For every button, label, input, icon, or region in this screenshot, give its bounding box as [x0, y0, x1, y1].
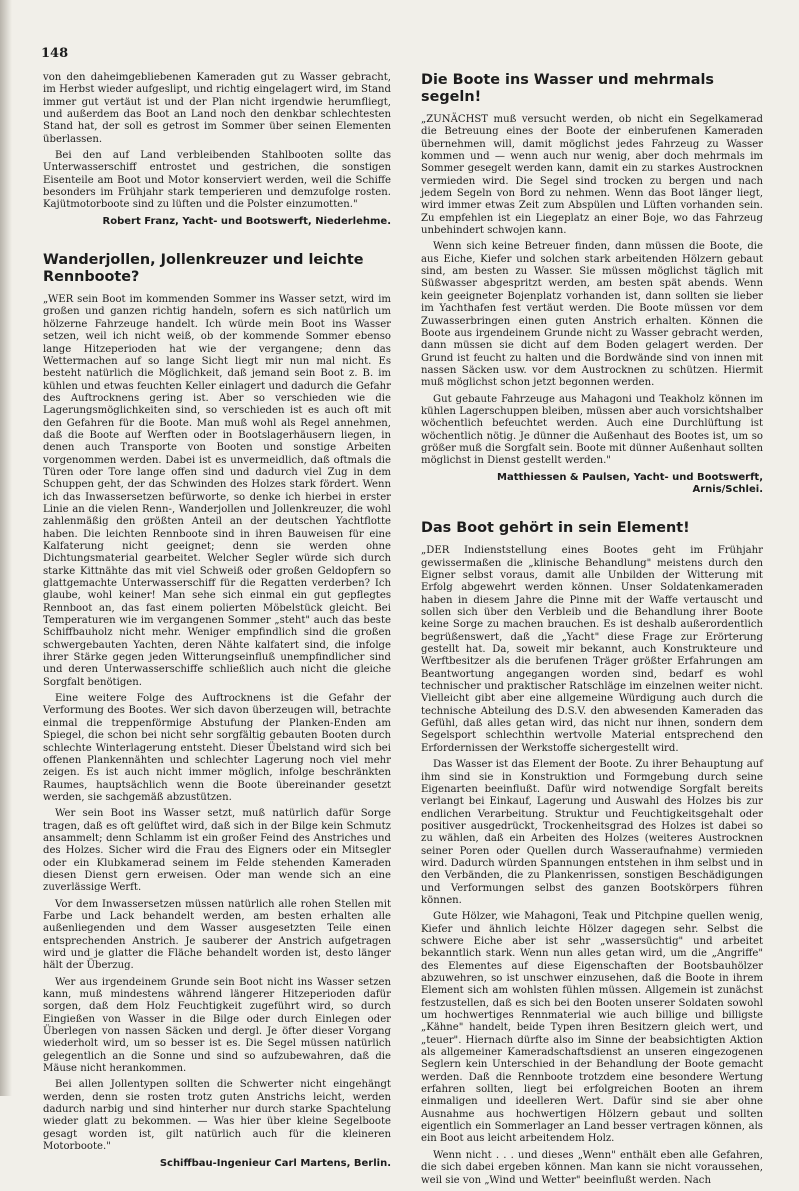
right-column: [421, 72, 763, 1191]
article2-paragraph-1: „DER Indienststellung eines Bootes geht im Frühjahr gewissermaßen die „klinische Behandlung" meistens durch den Eigner selbst voraus, damit alle Unbilden der Witterung mit Erfolg abgewehrt werden können. Unser Soldatenkameraden haben in diesem Jahre die Pinne mit der Waffe vertauscht und sollen sich über den Verbleib und die Behandlung ihrer Boote keine Sorge zu machen brauchen. Es ist deshalb außerordentlich begrüßenswert, daß die „Yacht" diese Frage zur Erörterung gestellt hat. Da, soweit mir bekannt, auch Konstrukteure und Werftbesitzer als die berufenen Träger größter Erfahrungen am Beantwortung angegangen worden sind, bedarf es wohl technischer und praktischer Ratschläge im einzelnen weiter nicht. Vielleicht gibt aber eine allgemeine Würdigung auch durch die technische Abteilung des D.S.V. den abwesenden Kameraden das Gefühl, daß alles getan wird, das nicht nur ihnen, sondern dem Segelsport schlechthin wertvolle Material entsprechend den Erfordernissen der Werkstoffe sichergestellt wird.: [421, 545, 763, 754]
article1-paragraph-3: Gut gebaute Fahrzeuge aus Mahagoni und Teakholz können im kühlen Lagerschuppen bleiben, müssen aber auch vorsichtshalber wöchentlich befeuchtet werden. Auch eine Durchlüftung ist wöchentlich nötig. Je dünner die Außenhaut des Bootes ist, um so größer muß die Sorgfalt sein. Boote mit dünner Außenhaut sollten möglichst in Dienst gestellt werden.": [421, 393, 763, 467]
article-paragraph-4: Vor dem Inwassersetzen müssen natürlich alle rohen Stellen mit Farbe und Lack behandelt werden, am besten erhalten alle außenliegenden und dem Wasser ausgesetzten Teile einen entsprechenden Anstrich. Je sauberer der Anstrich aufgetragen wird und je glatter die Fläche behandelt worden ist, desto länger hält der Überzug.: [43, 898, 391, 972]
page-gutter-shadow: [0, 0, 12, 1096]
intro-paragraph-2: Bei den auf Land verbleibenden Stahlbooten sollte das Unterwasserschiff entrostet und gestrichen, die sonstigen Eisenteile am Boot und Motor konserviert werden, weil die Schiffe besonders im Frühjahr stark temperieren und demzufolge rosten. Kajütmotorboote sind zu lüften und die Polster einzumotten.": [43, 150, 391, 211]
article-paragraph-6: Bei allen Jollentypen sollten die Schwerter nicht eingehängt werden, denn sie rosten trotz guten Anstrichs leicht, werden dadurch narbig und sind hinterher nur durch starke Spachtelung wieder glatt zu bekommen. — Was hier über kleine Segelboote gesagt worden ist, gilt natürlich auch für die kleineren Motorboote.": [43, 1079, 391, 1153]
article-paragraph-5: Wer aus irgendeinem Grunde sein Boot nicht ins Wasser setzen kann, muß mindestens während längerer Hitzeperioden dafür sorgen, daß dem Holz Feuchtigkeit zugeführt wird, so durch Eingießen von Wasser in die Bilge oder durch Einlegen oder Überlegen von nassen Säcken und dergl. Je öfter dieser Vorgang wiederholt wird, um so besser ist es. Die Segel müssen natürlich gelegentlich an die Sonne und sind so aufzubewahren, daß die Mäuse nicht herankommen.: [43, 976, 391, 1075]
article1-paragraph-2: Wenn sich keine Betreuer finden, dann müssen die Boote, die aus Eiche, Kiefer und solchen stark arbeitenden Hölzern gebaut sind, am besten zu Wasser. Sie müssen möglichst täglich mit Süßwasser abgespritzt werden, am besten spät abends. Wenn kein geeigneter Bojenplatz vorhanden ist, dann sollten sie lieber im Yachthafen fest vertäut werden. Die Boote müssen vor dem Zuwasserbringen einen guten Anstrich erhalten. Können die Boote aus irgendeinem Grunde nicht zu Wasser gebracht werden, dann müssen sie dicht auf dem Boden gelagert werden. Der Grund ist feucht zu halten und die Bordwände sind von innen mit nassen Säcken usw. vor dem Austrocknen zu schützen. Hiermit muß möglichst schon jetzt begonnen werden.: [421, 241, 763, 389]
article2-paragraph-3: Gute Hölzer, wie Mahagoni, Teak und Pitchpine quellen wenig, Kiefer und ähnlich leichte Hölzer dagegen sehr. Selbst die schwere Eiche aber ist sehr „wassersüchtig" und arbeitet bekanntlich stark. Wenn nun alles getan wird, um die „Angriffe" des Elementes auf diese Eigenschaften der Bootsbauhölzer abzuwehren, so ist unschwer einzusehen, daß die Boote in ihrem Element sich am wohlsten fühlen müssen. Allgemein ist zunächst festzustellen, daß es sich bei den Booten unserer Soldaten sowohl um hochwertiges Rennmaterial wie auch billige und billigste „Kähne" handelt, beide Typen ihren Besitzern gleich wert, und „teuer". Hiernach dürfte also im Sinne der beabsichtigten Aktion als allgemeiner Kameradschaftsdienst an unseren eingezogenen Seglern kein Unterschied in der Behandlung der Boote gemacht werden. Daß die Rennboote trotzdem eine besondere Wertung erfahren sollten, liegt bei erfolgreichen Booten an ihrem einmaligen und ideelleren Wert. Dafür sind sie aber ohne Ausnahme aus hochwertigen Hölzern gebaut und sollten eigentlich ein Sommerlager an Land besser vertragen können, als ein Boot aus leicht arbeitendem Holz.: [421, 911, 763, 1145]
left-column: [43, 72, 391, 1174]
article1-signature: Matthiessen & Paulsen, Yacht- und Bootswerft, Arnis/Schlei.: [497, 471, 763, 495]
article-paragraph-3: Wer sein Boot ins Wasser setzt, muß natürlich dafür Sorge tragen, daß es oft gelüftet wird, daß sich in der Bilge kein Schmutz ansammelt; denn Schlamm ist ein großer Feind des Anstriches und des Holzes. Sicher wird die Frau des Eigners oder ein Mitsegler oder ein Klubkamerad seinem im Felde stehenden Kameraden diesen Dienst gern erweisen. Oder man wende sich an eine zuverlässige Werft.: [43, 808, 391, 894]
intro-signature: Robert Franz, Yacht- und Bootswerft, Niederlehme.: [102, 215, 391, 227]
page-number: 148: [41, 46, 69, 61]
intro-paragraph-1: von den daheimgebliebenen Kameraden gut zu Wasser gebracht, im Herbst wieder aufgeslipt, und richtig eingelagert wird, im Stand immer gut vertäut ist und der Plan nicht irgendwie herumfliegt, und außerdem das Boot an Land noch den denkbar schlechtesten Stand hat, der soll es getrost im Sommer über seinen Elementen überlassen.: [43, 72, 391, 145]
article-paragraph-2: Eine weitere Folge des Auftrocknens ist die Gefahr der Verformung des Bootes. Wer sich davon überzeugen will, betrachte einmal die treppenförmige Abstufung der Planken-Enden am Spiegel, die schon bei nicht sehr sorgfältig gebauten Booten durch schlechte Winterlagerung entsteht. Dieser Übelstand wird sich bei offenen Plankennähten und schlechter Lagerung noch viel mehr zeigen. Es ist auch nicht immer möglich, infolge beschränkten Raumes, hauptsächlich wenn die Boote übereinander gesetzt werden, sie sachgemäß abzustützen.: [43, 693, 391, 803]
article-signature: Schiffbau-Ingenieur Carl Martens, Berlin.: [159, 1157, 391, 1169]
article-title-boote-ins-wasser: Die Boote ins Wasser und mehrmals segeln!: [421, 72, 714, 105]
article2-paragraph-2: Das Wasser ist das Element der Boote. Zu ihrer Behauptung auf ihm sind sie in Konstruktion und Formgebung durch seine Eigenarten beeinflußt. Dafür wird notwendige Sorgfalt bereits verlangt bei Einkauf, Lagerung und Auswahl des Holzes bis zur endlichen Verarbeitung. Struktur und Feuchtigkeitsgehalt oder positiver ausgedrückt, Trockenheitsgrad des Holzes ist dabei so zu wählen, daß ein Arbeiten des Holzes (weiteres Austrocknen seiner Poren oder Quellen durch Wasseraufnahme) vermieden wird. Dadurch würden Spannungen entstehen in ihm selbst und in den Verbänden, die zu Plankenrissen, sonstigen Beschädigungen und Verformungen selbst des ganzen Bootskörpers führen können.: [421, 759, 763, 906]
article-paragraph-1: „WER sein Boot im kommenden Sommer ins Wasser setzt, wird im großen und ganzen richtig handeln, sofern es sich natürlich um hölzerne Fahrzeuge handelt. Ich würde mein Boot ins Wasser setzen, weil ich nicht weiß, ob der kommende Sommer ebenso lange Hitzeperioden hat wie der vergangene; denn das Wettermachen auf so lange Sicht liegt mir nun mal nicht. Es besteht natürlich die Möglichkeit, daß jemand sein Boot z. B. im kühlen und etwas feuchten Keller einlagert und dadurch die Gefahr des Auftrocknens gering ist. Aber so verschieden wie die Lagerungsmöglichkeiten sind, so verschieden ist es auch oft mit den Gefahren für die Boote. Man muß wohl als Regel annehmen, daß die Boote auf Werften oder in Bootslagerhäusern liegen, in denen auch Transporte von Booten und sonstige Arbeiten vorgenommen werden. Dabei ist es unvermeidlich, daß oftmals die Türen oder Tore lange offen sind und dadurch viel Zug in dem Schuppen geht, der das Schwinden des Holzes stark fördert. Wenn ich das Inwassersetzen befürworte, so denke ich hierbei in erster Linie an die vielen Renn-, Wanderjollen und Jollenkreuzer, die wohl zahlenmäßig den größten Anteil an der deutschen Yachtflotte haben. Die leichten Rennboote sind in ihren Bauweisen für eine Kalfaterung nicht geeignet; denn sie werden ohne Dichtungsmaterial gearbeitet. Welcher Segler würde sich durch starke Kittnähte das mit viel Schweiß oder großen Geldopfern so glattgemachte Unterwasserschiff für die Regatten verderben? Ich glaube, wohl keiner! Man sehe sich einmal ein gut gepflegtes Rennboot an, das fast einem polierten Möbelstück gleicht. Bei Temperaturen wie im vergangenen Sommer „steht" auch das beste Schiffbauholz nicht mehr. Weniger empfindlich sind die großen schwergebauten Yachten, deren Nähte kalfatert sind, die infolge ihrer Stärke gegen jeden Witterungseinfluß unempfindlicher sind und deren Unterwasserschiffe schließlich auch nicht die gleiche Sorgfalt benötigen.: [43, 294, 391, 688]
article-title-boot-element: Das Boot gehört in sein Element!: [421, 520, 690, 537]
article1-paragraph-1: „ZUNÄCHST muß versucht werden, ob nicht ein Segelkamerad die Betreuung eines der Boote der einberufenen Kameraden übernehmen will, damit möglichst jedes Fahrzeug zu Wasser kommen und — wenn auch nur wenig, aber doch mehrmals im Sommer gesegelt werden kann, damit ein zu starkes Austrocknen vermieden wird. Die Segel sind trocken zu bergen und nach jedem Segeln von Bord zu nehmen. Wenn das Boot länger liegt, wird immer etwas Zeit zum Abspülen und Lüften vorhanden sein. Zu empfehlen ist ein Liegeplatz an einer Boje, wo das Fahrzeug unbehindert schwojen kann.: [421, 114, 763, 237]
article-title-wanderjollen: Wanderjollen, Jollenkreuzer und leichte Rennboote?: [43, 252, 364, 286]
article2-paragraph-4: Wenn nicht . . . und dieses „Wenn" enthält eben alle Gefahren, die sich dabei ergeben können. Man kann sie nicht voraussehen, weil sie von „Wind und Wetter" beeinflußt werden. Nach: [421, 1149, 763, 1186]
